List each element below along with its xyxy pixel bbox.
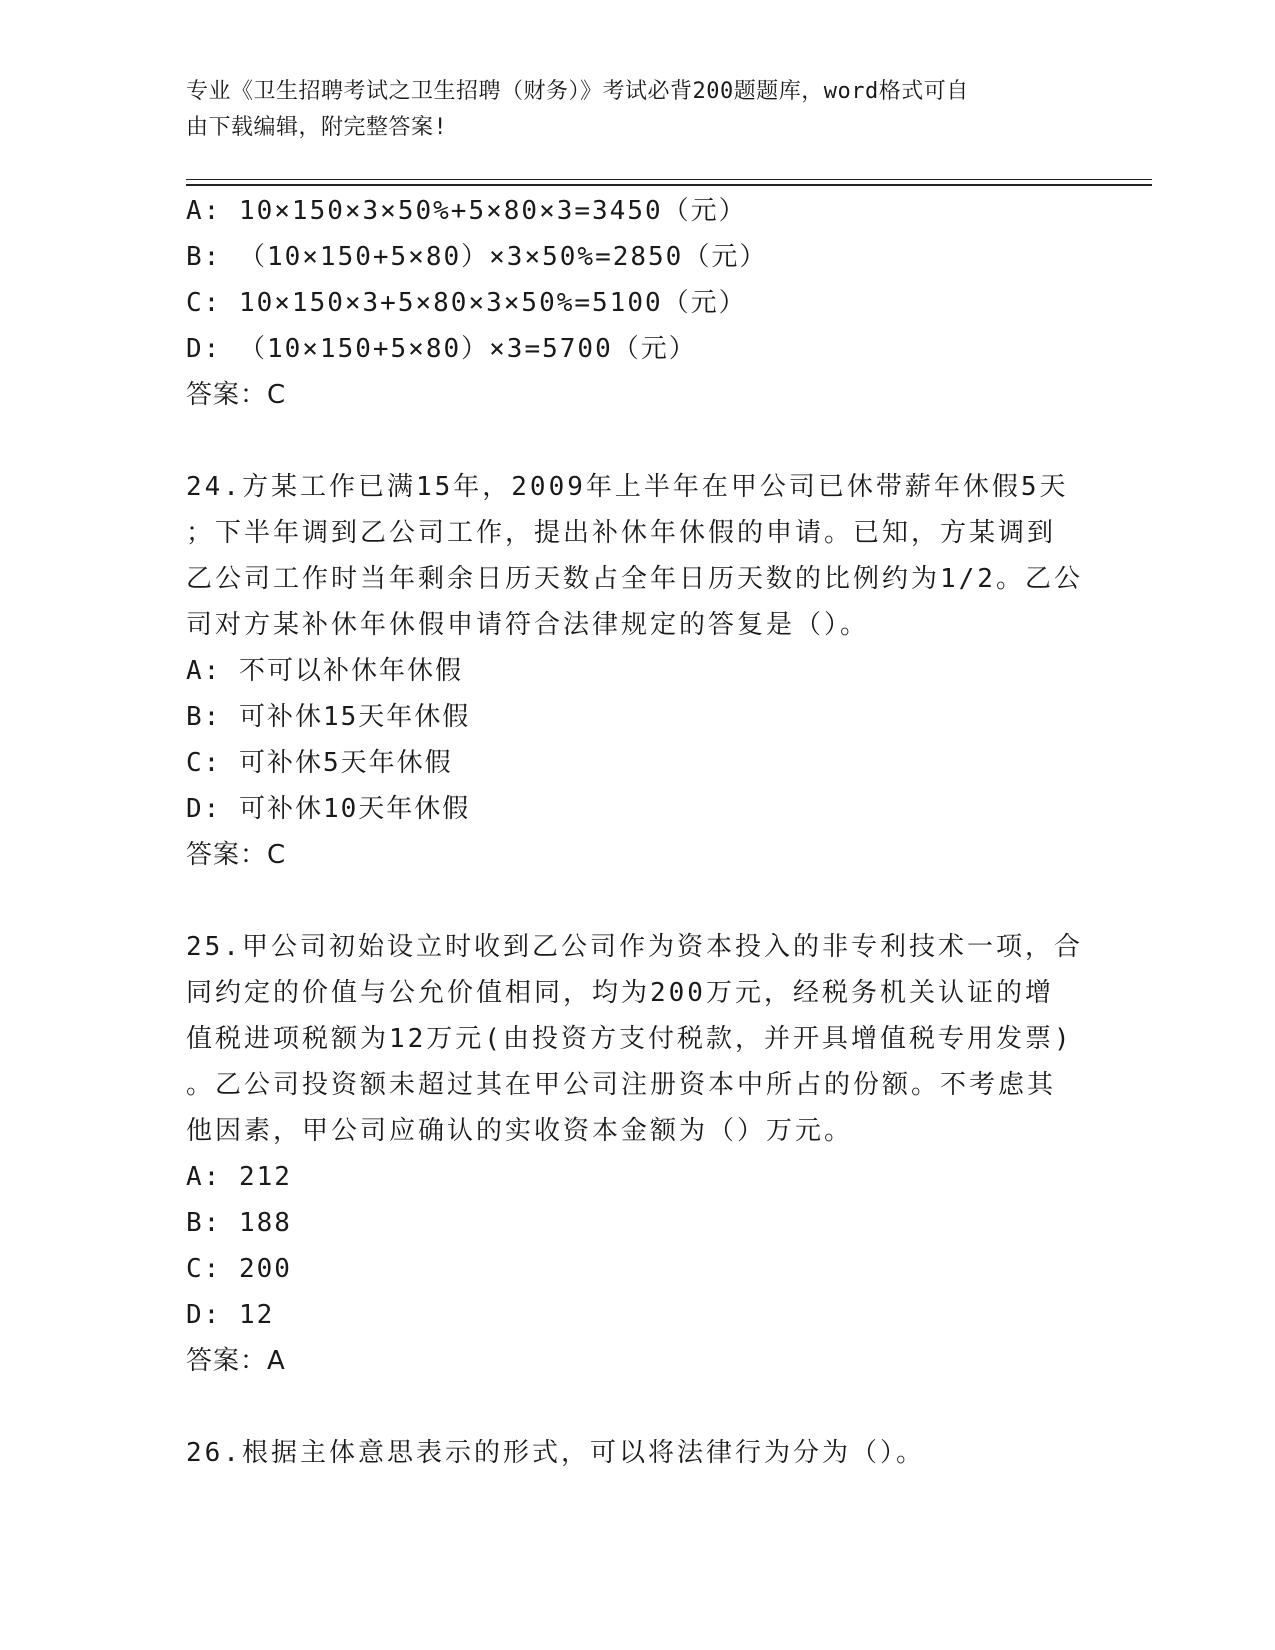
option-d: D: （10×150+5×80）×3=5700（元） [186,334,697,364]
document-header [186,74,1086,146]
option-d: D: 12 [186,1300,275,1330]
header-divider-thin [186,179,1152,180]
option-d: D: 可补休10天年休假 [186,794,471,824]
stem-line: 他因素，甲公司应确认的实收资本金额为（）万元。 [186,1116,854,1146]
option-a: A: 不可以补休年休假 [186,656,463,686]
question-stem [186,464,1086,648]
answer-line: 答案：C [186,380,287,410]
option-a: A: 10×150×3×50%+5×80×3=3450（元） [186,196,747,226]
stem-line: ；下半年调到乙公司工作，提出补休年休假的申请。已知，方某调到 [186,518,1057,548]
option-b: B: （10×150+5×80）×3×50%=2850（元） [186,242,768,272]
question-25 [186,924,1086,1384]
question-stem [186,1430,1086,1476]
stem-line: 26.根据主体意思表示的形式，可以将法律行为分为（）。 [186,1438,925,1468]
stem-line: 25.甲公司初始设立时收到乙公司作为资本投入的非专利技术一项，合 [186,932,1083,962]
stem-line: 值税进项税额为12万元(由投资方支付税款，并开具增值税专用发票) [186,1024,1073,1054]
spacer [186,1384,1086,1430]
header-line-2: 由下载编辑，附完整答案! [186,115,448,140]
question-list [186,188,1086,1476]
option-c: C: 200 [186,1254,292,1284]
option-c: C: 可补休5天年休假 [186,748,453,778]
header-divider-thick [186,184,1152,186]
answer-line: 答案：C [186,840,287,870]
spacer [186,878,1086,924]
question-stem [186,924,1086,1154]
stem-line: 乙公司工作时当年剩余日历天数占全年日历天数的比例约为1/2。乙公 [186,564,1083,594]
question-23 [186,188,1086,418]
option-a: A: 212 [186,1162,292,1192]
stem-line: 同约定的价值与公允价值相同，均为200万元，经税务机关认证的增 [186,978,1054,1008]
stem-line: 24.方某工作已满15年，2009年上半年在甲公司已休带薪年休假5天 [186,472,1069,502]
option-b: B: 可补休15天年休假 [186,702,471,732]
option-c: C: 10×150×3+5×80×3×50%=5100（元） [186,288,747,318]
option-b: B: 188 [186,1208,292,1238]
stem-line: 。乙公司投资额未超过其在甲公司注册资本中所占的份额。不考虑其 [186,1070,1057,1100]
question-26 [186,1430,1086,1476]
question-24 [186,464,1086,878]
answer-line: 答案：A [186,1346,286,1376]
stem-line: 司对方某补休年休假申请符合法律规定的答复是（）。 [186,610,870,640]
header-line-1: 专业《卫生招聘考试之卫生招聘（财务）》考试必背200题题库，word格式可自 [186,79,969,104]
spacer [186,418,1086,464]
